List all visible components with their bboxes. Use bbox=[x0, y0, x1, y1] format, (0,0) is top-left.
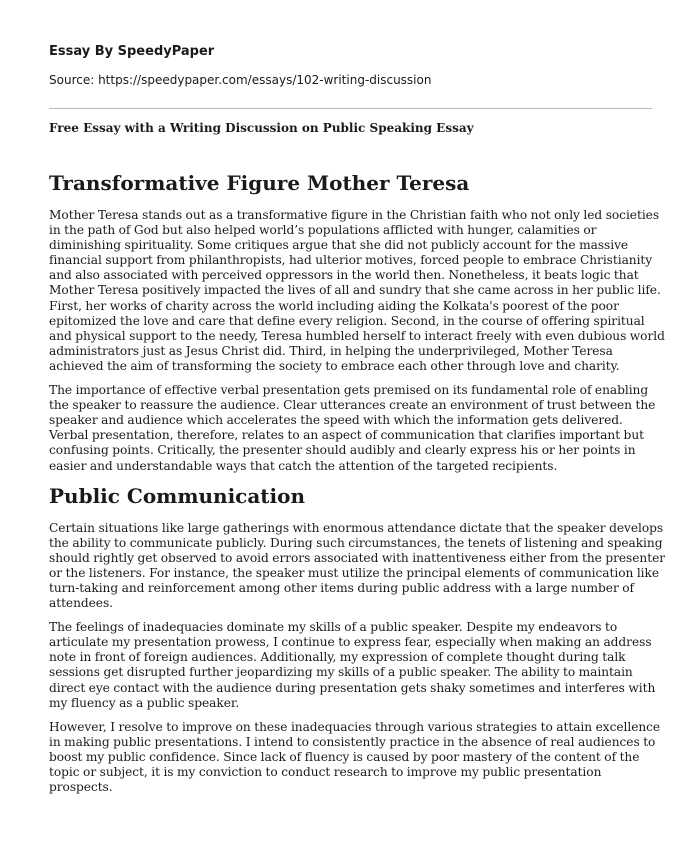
brand-label: Essay By SpeedyPaper bbox=[49, 44, 215, 59]
paragraph: The importance of effective verbal presentation gets premised on its fundamental role of enabling the speaker to reassure the audience. Clear utterances create an environment of trust between the speaker and audience which accelerates the speed with which the information gets delivered. Verbal presentation, therefore, relates to an aspect of communication that clarifies important but confusing points. Critically, the presenter should audibly and clearly express his or her points in easier and understandable ways that catch the attention of the targeted recipients. bbox=[49, 383, 656, 473]
header-divider bbox=[49, 108, 652, 109]
section-heading-mother-teresa: Transformative Figure Mother Teresa bbox=[49, 171, 470, 195]
paragraph: Certain situations like large gatherings with enormous attendance dictate that the speaker develops the ability to communicate publicly. During such circumstances, the tenets of listening and speaking should rightly get observed to avoid errors associated with inattentiveness either from the presenter or the listeners. For instance, the speaker must utilize the principal elements of communication like turn-taking and reinforcement among other items during public address with a large number of attendees. bbox=[49, 520, 666, 611]
paragraph: Mother Teresa stands out as a transformative figure in the Christian faith who not only led societies in the path of God but also helped world’s populations afflicted with hunger, calamities or diminishing spirituality. Some critiques argue that she did not publicly account for the massive financial support from philanthropists, had ulterior motives, forced people to embrace Christianity and also associated with perceived oppressors in the world then. Nonetheless, it beats logic that Mother Teresa positively impacted the lives of all and sundry that she came across in her public life. First, her works of charity across the world including aiding the Kolkata's poorest of the poor epitomized the love and care that define every religion. Second, in the course of offering spiritual and physical support to the needy, Teresa humbled herself to interact freely with even dubious world administrators just as Jesus Christ did. Third, in helping the underprivileged, Mother Teresa achieved the aim of transforming the society to embrace each other through love and charity. bbox=[49, 208, 665, 373]
section-heading-public-communication: Public Communication bbox=[49, 483, 306, 508]
document-title: Free Essay with a Writing Discussion on Public Speaking Essay bbox=[49, 121, 474, 135]
paragraph: The feelings of inadequacies dominate my skills of a public speaker. Despite my endeavors to articulate my presentation prowess, I continue to express fear, especially when making an address note in front of foreign audiences. Additionally, my expression of complete thought during talk sessions get disrupted further jeopardizing my skills of a public speaker. The ability to maintain direct eye contact with the audience during presentation gets shaky sometimes and interferes with my fluency as a public speaker. bbox=[49, 620, 656, 710]
essay-body bbox=[49, 170, 665, 804]
paragraph: However, I resolve to improve on these inadequacies through various strategies to attain excellence in making public presentations. I intend to consistently practice in the absence of real audiences to boost my public confidence. Since lack of fluency is caused by poor mastery of the content of the topic or subject, it is my conviction to conduct research to improve my public presentation prospects. bbox=[49, 719, 661, 795]
source-line: Source: https://speedypaper.com/essays/102-writing-discussion bbox=[49, 73, 432, 87]
